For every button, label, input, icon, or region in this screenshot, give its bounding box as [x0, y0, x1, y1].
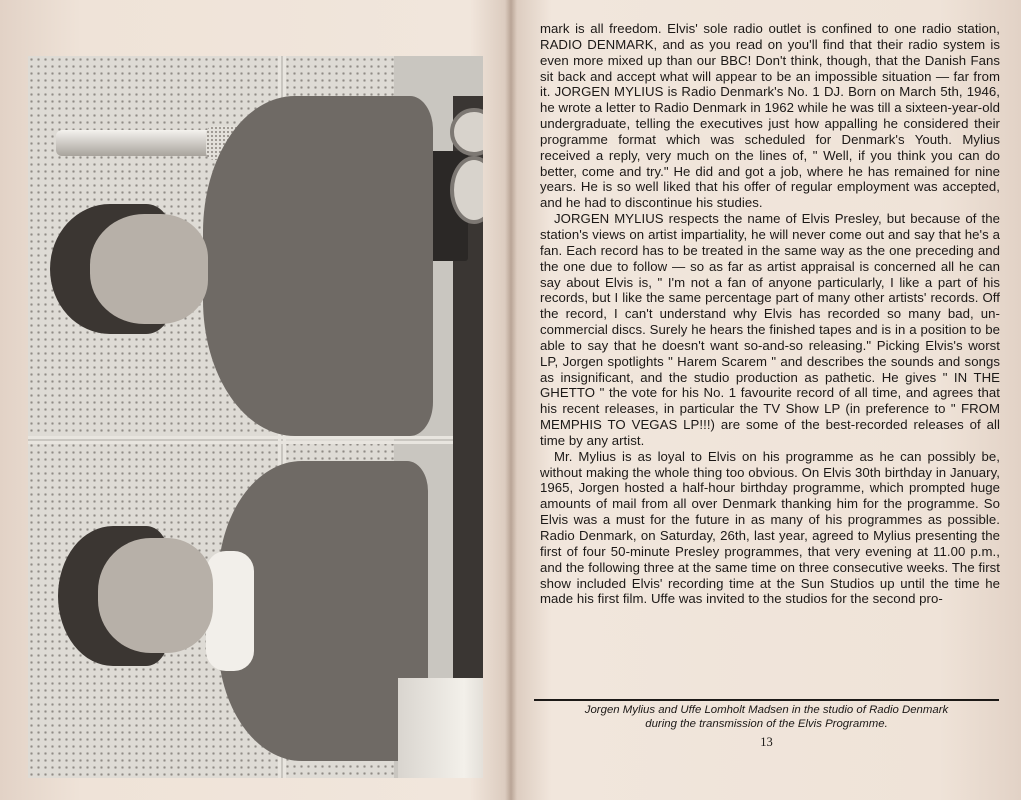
person-face: [90, 214, 208, 324]
caption-divider: [534, 699, 999, 701]
caption-line: Jorgen Mylius and Uffe Lomholt Madsen in the studio of Radio Denmark: [584, 704, 949, 716]
stack-of-records: [398, 678, 483, 778]
left-page: [0, 0, 510, 800]
article-body: [540, 21, 1000, 607]
person-face: [98, 538, 213, 653]
caption-line: during the transmission of the Elvis Programme.: [645, 717, 888, 730]
person-jorgen-mylius: [203, 96, 433, 436]
article-paragraph: JORGEN MYLIUS respects the name of Elvis Presley, but because of the station's views on artist impartiality, he will never come out and say that he's a fan. Each record has to be treated in the same way as the one preceding and the one due to follow — so as far as artist appraisal is concerned all he can say about Elvis is, " I'm not a fan of anyone particularly, I like a part of his records, but I like the same percentage part of many other artists' records. Off the record, I can't understand why Elvis has recorded so many bad, un-commercial discs. Surely he hears the finished tapes and is in a position to be able to say that he doesn't want so-and-so releasing." Picking Elvis's worst LP, Jorgen spotlights " Harem Scarem " and describes the sounds and songs as insignificant, and the studio production as pathetic. He gives " IN THE GHETTO " the vote for his No. 1 favourite record of all time, and agrees that his recent releases, in particular the TV Show LP (in preference to " FROM MEMPHIS TO VEGAS LP!!!) are some of the best-recorded releases of all time by any artist.: [540, 211, 1000, 448]
article-paragraph: Mr. Mylius is as loyal to Elvis on his programme as he can possibly be, without making the whole thing too obvious. On Elvis 30th birthday in January, 1965, Jorgen hosted a half-hour birthday programme, which prompted huge amounts of mail from all over Denmark thanking him for the programme. So Elvis was a must for the future in as many of his programmes as possible. Radio Denmark, on Saturday, 26th, last year, agreed to Mylius presenting the first of four 50-minute Presley programmes, that very evening at 11.00 p.m., and the following three at the same time on three consecutive weeks. The first show included Elvis' recording time at the Sun Studios up until the time he made his first film. Uffe was invited to the studios for the second pro-: [540, 448, 1000, 607]
photo-caption: [534, 704, 999, 731]
article-paragraph: mark is all freedom. Elvis' sole radio outlet is confined to one radio station, RADIO DENMARK, and as you read on you'll find that their radio system is even more mixed up than our BBC! Don't think, though, that the Danish Fans sit back and accept what will appear to be an impossible situation — far from it. JORGEN MYLIUS is Radio Denmark's No. 1 DJ. Born on March 5th, 1946, he wrote a letter to Radio Denmark in 1962 while he was till a sixteen-year-old undergraduate, telling the executives just how appalling he considered their programme format which was scheduled for Denmark's Youth. Mylius received a reply, very much on the lines of, " Well, if you think you can do better, come and try." He did and got a job, where he has remained for nine years. He is so well liked that his offer of regular employment was accepted, and he had to discontinue his studies.: [540, 21, 1000, 211]
panel-frame: [28, 436, 483, 444]
shirt-collar: [206, 551, 254, 671]
studio-photograph: [28, 56, 483, 778]
page-number: 13: [760, 735, 773, 749]
right-page: [511, 0, 1021, 800]
